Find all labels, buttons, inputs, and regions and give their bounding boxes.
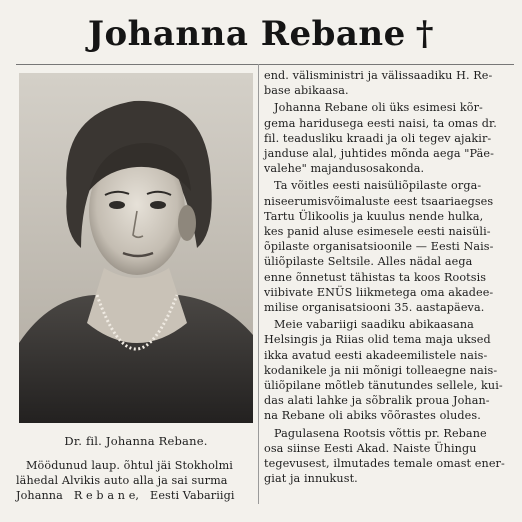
text-line: das alati lahke ja sõbralik proua Johan- [264,394,490,408]
text-line: Tartu Ülikoolis ja kuulus nende hulka, [264,209,484,223]
text-line: end. välisministri ja välissaadiku H. Re- [264,69,493,82]
text-line: Pagulasena Rootsis võttis pr. Rebane [274,426,487,440]
portrait-photo [19,73,253,423]
text-line: valehe" majandusosakonda. [264,162,425,176]
article-paragraph [264,178,514,315]
column-divider [258,64,259,504]
text-line: lähedal Alvikis auto alla ja sai surma [16,474,228,488]
text-line: Ta võitles eesti naisüliõpilaste orga- [274,179,482,193]
article-paragraph [264,68,514,98]
text-line: osa siinse Eesti Akad. Naiste Ühingu [264,441,477,455]
text-line: Möödunud laup. õhtul jäi Stokholmi [26,459,233,472]
article-headline [0,14,522,54]
text-line: na Rebane oli abiks võõrastes oludes. [264,409,481,423]
article-paragraph [264,100,514,176]
text-line: tegevusest, ilmutades temale omast ener- [264,457,505,471]
text-line: viibivate ENÜS liikmetega oma akadee- [264,285,494,299]
text-line: Helsingis ja Riias olid tema maja uksed [264,333,491,347]
text-line: giat ja innukust. [264,472,358,486]
text-line: janduse alal, juhtides mõnda aega "Päe- [264,147,495,161]
text-line: kes panid aluse esimesele eesti naisüli- [264,225,491,239]
text-line: üliõpilaste Seltsile. Alles nädal aega [264,255,473,269]
text-line: Meie vabariigi saadiku abikaasana [274,318,474,332]
text-line: ikka avatud eesti akadeemilistele nais- [264,348,488,362]
text-line: gema haridusega eesti naisi, ta omas dr. [264,116,497,130]
article-paragraph [264,426,514,487]
photo-caption: Dr. fil. Johanna Rebane. [64,434,208,448]
article-paragraph [264,317,514,423]
right-column-text [264,68,514,486]
headline-rule [16,64,514,65]
headline-title: Johanna Rebane [87,14,406,54]
left-column-text [16,458,254,504]
text-line: niseerumisvõimaluste eest tsaariaegses [264,194,494,208]
text-line: Johanna R e b a n e, Eesti Vabariigi [16,489,235,503]
text-line: milise organisatsiooni 35. aastapäeva. [264,301,485,315]
text-line: enne õnnetust tähistas ta koos Rootsis [264,270,487,284]
text-line: base abikaasa. [264,84,349,98]
portrait-illustration [19,73,253,423]
text-line: üliõpilane mõtleb tänutundes sellele, kui- [264,379,503,393]
cross-symbol: † [415,14,435,54]
text-line: õpilaste organisatsioonile — Eesti Nais- [264,240,494,254]
text-line: fil. teadusliku kraadi ja oli tegev ajakir- [264,131,492,145]
text-line: kodanikele ja nii mõnigi tolleaegne nais- [264,363,498,377]
text-line: Johanna Rebane oli üks esimesi kõr- [274,101,483,115]
